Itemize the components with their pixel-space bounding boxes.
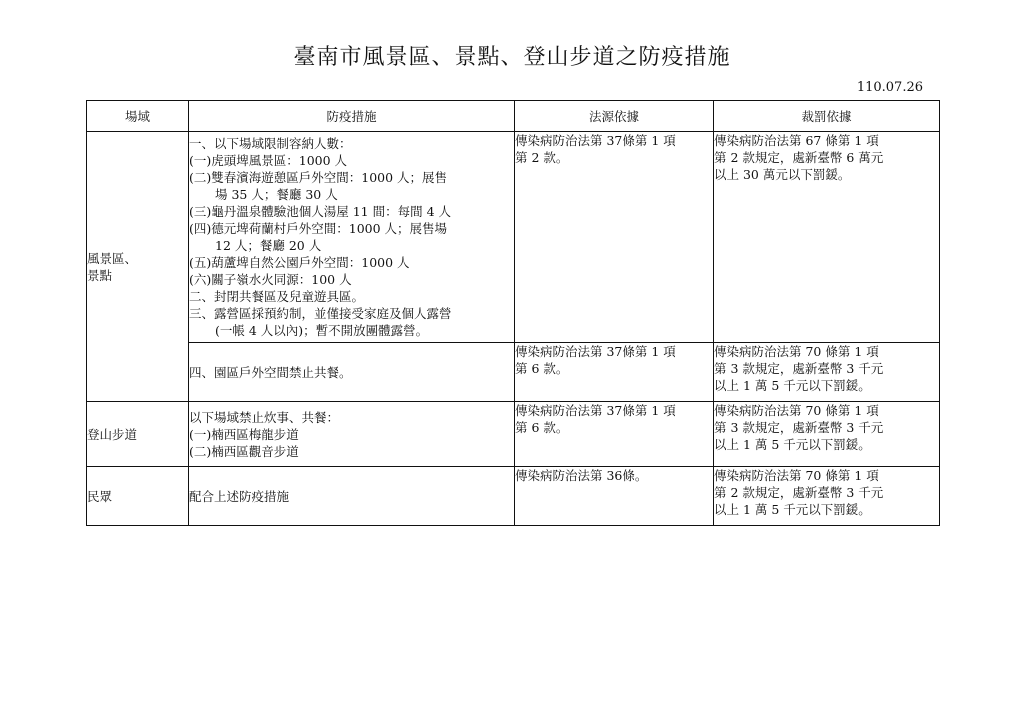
- measure-line: 三、露營區採預約制，並僅接受家庭及個人露營: [189, 306, 452, 321]
- venue-line: 風景區、: [87, 250, 138, 266]
- penalty-line: 以上 1 萬 5 千元以下罰鍰。: [714, 502, 871, 517]
- measure-line: (一帳 4 人以內)；暫不開放團體露營。: [215, 323, 429, 338]
- penalty-basis-cell: [714, 343, 940, 402]
- measure-line: (五)葫蘆埤自然公園戶外空間：1000 人: [189, 255, 410, 270]
- law-line: 第 6 款。: [515, 420, 569, 435]
- law-line: 傳染病防治法第 36條。: [515, 468, 648, 483]
- measures-cell: [189, 343, 515, 402]
- penalty-basis-cell: [714, 132, 940, 343]
- law-line: 第 2 款。: [515, 150, 569, 165]
- penalty-basis-cell: [714, 402, 940, 467]
- penalty-basis-cell: [714, 467, 940, 526]
- legal-basis-cell: [515, 132, 714, 343]
- penalty-line: 第 3 款規定，處新臺幣 3 千元: [714, 361, 884, 376]
- venue-line: 民眾: [87, 488, 113, 504]
- law-line: 傳染病防治法第 37條第 1 項: [515, 133, 676, 148]
- measure-line: (四)德元埤荷蘭村戶外空間：1000 人；展售場: [189, 221, 448, 236]
- measure-line: 以下場域禁止炊事、共餐：: [189, 409, 340, 425]
- measure-line: 四、園區戶外空間禁止共餐。: [189, 364, 352, 380]
- measure-line: (六)關子嶺水火同源：100 人: [189, 272, 352, 287]
- measure-line: 二、封閉共餐區及兒童遊具區。: [189, 289, 365, 304]
- measure-line: (一)虎頭埤風景區：1000 人: [189, 153, 348, 168]
- table-row: [87, 402, 940, 467]
- document-date: 110.07.26: [856, 80, 923, 95]
- venue-cell: [87, 402, 189, 467]
- table-header-row: [87, 101, 940, 132]
- measure-line: 場 35 人；餐廳 30 人: [215, 187, 338, 202]
- legal-basis-cell: [515, 467, 714, 526]
- legal-basis-cell: [515, 402, 714, 467]
- header-legal-basis: 法源依據: [515, 101, 714, 132]
- measure-line: (二)雙春濱海遊憩區戶外空間：1000 人；展售: [189, 170, 448, 185]
- measures-cell: [189, 402, 515, 467]
- measure-line: (一)楠西區梅龍步道: [189, 426, 299, 442]
- venue-line: 登山步道: [87, 426, 138, 442]
- header-venue: 場域: [87, 101, 189, 132]
- venue-line: 景點: [87, 267, 113, 283]
- penalty-line: 第 3 款規定，處新臺幣 3 千元: [714, 420, 884, 435]
- measures-cell: [189, 132, 515, 343]
- penalty-line: 第 2 款規定，處新臺幣 3 千元: [714, 485, 884, 500]
- penalty-line: 傳染病防治法第 70 條第 1 項: [714, 344, 879, 359]
- penalty-line: 傳染病防治法第 70 條第 1 項: [714, 468, 879, 483]
- penalty-line: 傳染病防治法第 70 條第 1 項: [714, 403, 879, 418]
- measure-line: 一、以下場域限制容納人數：: [189, 136, 352, 151]
- document-title: 臺南市風景區、景點、登山步道之防疫措施: [293, 45, 731, 70]
- venue-cell: [87, 132, 189, 402]
- penalty-line: 第 2 款規定，處新臺幣 6 萬元: [714, 150, 884, 165]
- header-measures: 防疫措施: [189, 101, 515, 132]
- penalty-line: 以上 1 萬 5 千元以下罰鍰。: [714, 378, 871, 393]
- penalty-line: 以上 1 萬 5 千元以下罰鍰。: [714, 437, 871, 452]
- venue-cell: [87, 467, 189, 526]
- measure-line: (三)龜丹溫泉體驗池個人湯屋 11 間：每間 4 人: [189, 204, 452, 219]
- table-row: [87, 132, 940, 343]
- penalty-line: 以上 30 萬元以下罰鍰。: [714, 167, 851, 182]
- law-line: 傳染病防治法第 37條第 1 項: [515, 344, 676, 359]
- measure-line: 12 人；餐廳 20 人: [215, 238, 322, 253]
- legal-basis-cell: [515, 343, 714, 402]
- table-row: [87, 467, 940, 526]
- penalty-line: 傳染病防治法第 67 條第 1 項: [714, 133, 879, 148]
- measures-cell: [189, 467, 515, 526]
- measure-line: (二)楠西區觀音步道: [189, 443, 299, 459]
- law-line: 傳染病防治法第 37條第 1 項: [515, 403, 676, 418]
- measures-table: [86, 100, 940, 526]
- header-penalty-basis: 裁罰依據: [714, 101, 940, 132]
- table-row: [87, 343, 940, 402]
- law-line: 第 6 款。: [515, 361, 569, 376]
- measure-line: 配合上述防疫措施: [189, 488, 290, 504]
